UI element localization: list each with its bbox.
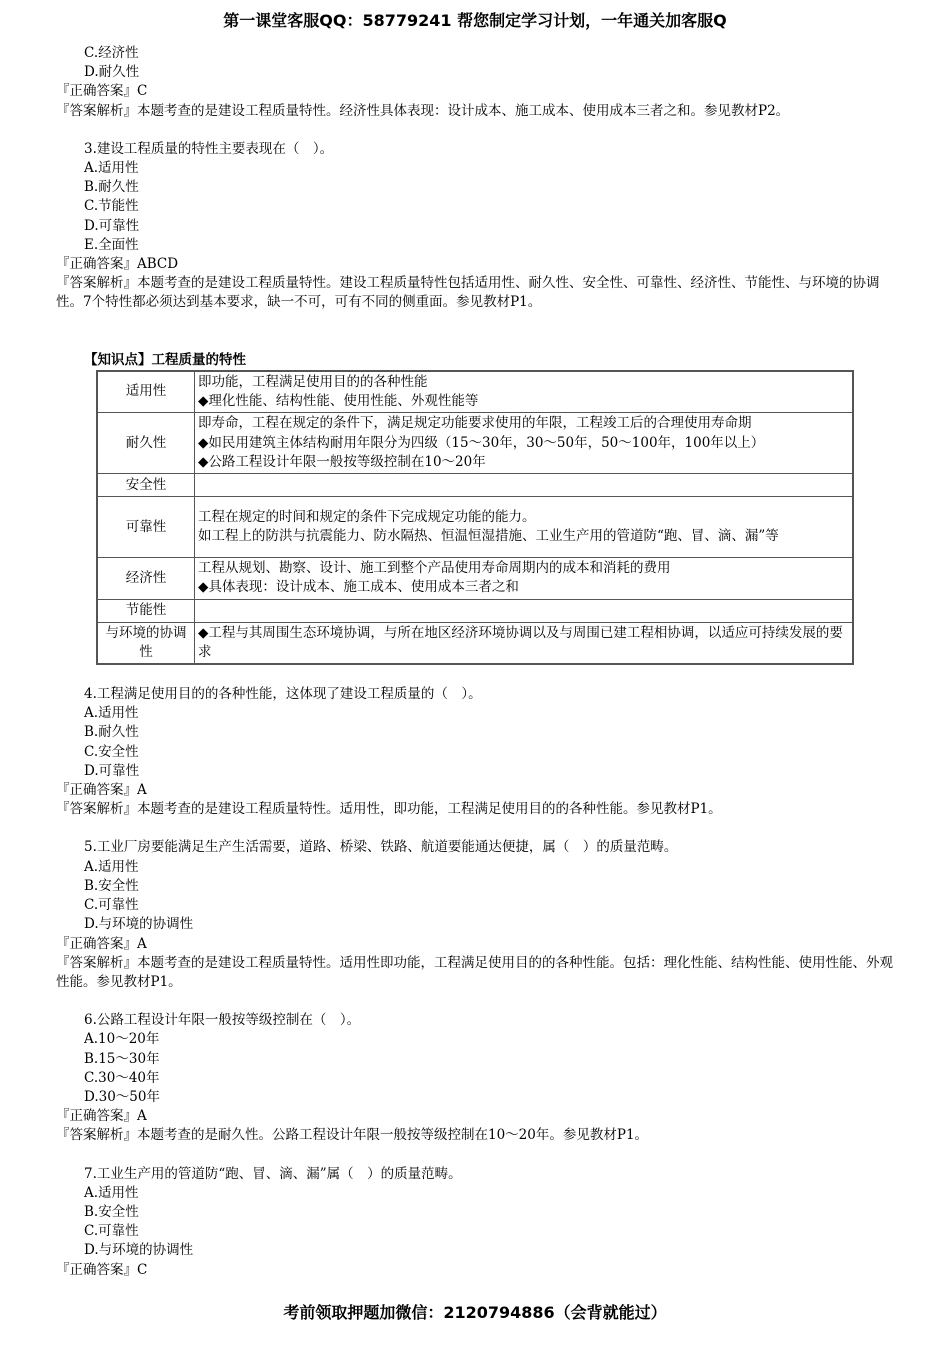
option: B.15～30年 (84, 1050, 160, 1067)
knowledge-title: 【知识点】工程质量的特性 (84, 351, 246, 368)
desc-line: ◆公路工程设计年限一般按等级控制在10～20年 (198, 453, 486, 470)
table-row (97, 371, 853, 413)
option: B.耐久性 (84, 724, 139, 741)
feature-name: 安全性 (97, 474, 195, 497)
option: A.适用性 (84, 1184, 139, 1201)
option: B.安全性 (84, 877, 139, 894)
feature-desc (195, 413, 854, 474)
option: C.30～40年 (84, 1069, 160, 1086)
correct-answer: 『正确答案』A (56, 1108, 147, 1125)
option: D.耐久性 (84, 64, 140, 81)
option: C.安全性 (84, 743, 139, 760)
question-text: 3.建设工程质量的特性主要表现在（ ）。 (84, 140, 334, 157)
desc-line: 如工程上的防洪与抗震能力、防水隔热、恒温恒湿措施、工业生产用的管道防“跑、冒、滴、漏”等 (198, 528, 779, 545)
feature-desc (195, 622, 854, 664)
option: C.节能性 (84, 198, 139, 215)
answer-analysis: 『答案解析』本题考查的是建设工程质量特性。适用性即功能，工程满足使用目的的各种性能。包括：理化性能、结构性能、使用性能、外观性能。参见教材P1。 (56, 954, 893, 990)
option: D.与环境的协调性 (84, 916, 194, 933)
feature-name: 适用性 (97, 371, 195, 413)
table-row (97, 622, 853, 664)
desc-line: 工程在规定的时间和规定的条件下完成规定功能的能力。 (198, 509, 536, 526)
table-row (97, 599, 853, 622)
feature-desc (195, 558, 854, 599)
table-row (97, 474, 853, 497)
desc-line: ◆工程与其周围生态环境协调，与所在地区经济环境协调以及与周围已建工程相协调，以适应可持续发展的要求 (198, 624, 843, 660)
answer-analysis: 『答案解析』本题考查的是建设工程质量特性。适用性，即功能，工程满足使用目的的各种性能。参见教材P1。 (56, 801, 722, 818)
table-row (97, 413, 853, 474)
feature-name: 与环境的协调性 (97, 622, 195, 664)
answer-analysis: 『答案解析』本题考查的是建设工程质量特性。经济性具体表现：设计成本、施工成本、使用成本三者之和。参见教材P2。 (56, 102, 790, 119)
option: D.30～50年 (84, 1088, 160, 1105)
option: A.适用性 (84, 858, 139, 875)
option: B.耐久性 (84, 179, 139, 196)
page-footer: 考前领取押题加微信：2120794886（会背就能过） (283, 1303, 667, 1322)
table-row (97, 558, 853, 599)
option: D.与环境的协调性 (84, 1242, 194, 1259)
option: B.安全性 (84, 1203, 139, 1220)
correct-answer: 『正确答案』C (56, 83, 148, 100)
feature-desc (195, 371, 854, 413)
correct-answer: 『正确答案』C (56, 1261, 148, 1278)
option: A.适用性 (84, 160, 139, 177)
feature-desc (195, 474, 854, 497)
answer-analysis: 『答案解析』本题考查的是耐久性。公路工程设计年限一般按等级控制在10～20年。参见教材P1。 (56, 1127, 649, 1144)
question-text: 4.工程满足使用目的的各种性能，这体现了建设工程质量的（ ）。 (84, 686, 482, 703)
desc-line: ◆如民用建筑主体结构耐用年限分为四级（15～30年，30～50年，50～100年，100年以上） (198, 434, 765, 451)
desc-line: 即功能，工程满足使用目的的各种性能 (198, 373, 428, 390)
option: D.可靠性 (84, 217, 140, 234)
desc-line: ◆具体表现：设计成本、施工成本、使用成本三者之和 (198, 579, 519, 596)
feature-desc (195, 497, 854, 558)
correct-answer: 『正确答案』A (56, 782, 147, 799)
feature-desc (195, 599, 854, 622)
option: C.可靠性 (84, 897, 139, 914)
option: C.可靠性 (84, 1223, 139, 1240)
question-text: 5.工业厂房要能满足生产生活需要，道路、桥梁、铁路、航道要能通达便捷，属（ ）的质量范畴。 (84, 839, 678, 856)
feature-name: 经济性 (97, 558, 195, 599)
option: C.经济性 (84, 45, 139, 61)
feature-name: 节能性 (97, 599, 195, 622)
option: D.可靠性 (84, 762, 140, 779)
question-text: 6.公路工程设计年限一般按等级控制在（ ）。 (84, 1012, 361, 1029)
knowledge-table (96, 370, 854, 665)
desc-line: 工程从规划、勘察、设计、施工到整个产品使用寿命周期内的成本和消耗的费用 (198, 560, 671, 577)
correct-answer: 『正确答案』A (56, 935, 147, 952)
question-text: 7.工业生产用的管道防“跑、冒、滴、漏”属（ ）的质量范畴。 (84, 1165, 462, 1182)
answer-analysis: 『答案解析』本题考查的是建设工程质量特性。建设工程质量特性包括适用性、耐久性、安全性、可靠性、经济性、节能性、与环境的协调性。7个特性都必须达到基本要求，缺一不可，可有不同的侧重面。参见教材P1。 (56, 275, 880, 311)
feature-name: 耐久性 (97, 413, 195, 474)
desc-line: 即寿命，工程在规定的条件下，满足规定功能要求使用的年限，工程竣工后的合理使用寿命期 (198, 415, 752, 432)
feature-name: 可靠性 (97, 497, 195, 558)
desc-line: ◆理化性能、结构性能、使用性能、外观性能等 (198, 393, 479, 410)
correct-answer: 『正确答案』ABCD (56, 256, 179, 273)
option: E.全面性 (84, 236, 139, 253)
option: A.10～20年 (84, 1031, 160, 1048)
option: A.适用性 (84, 705, 139, 722)
table-row (97, 497, 853, 558)
document-body (56, 44, 896, 1280)
page-header: 第一课堂客服QQ：58779241 帮您制定学习计划，一年通关加客服Q (223, 11, 727, 30)
